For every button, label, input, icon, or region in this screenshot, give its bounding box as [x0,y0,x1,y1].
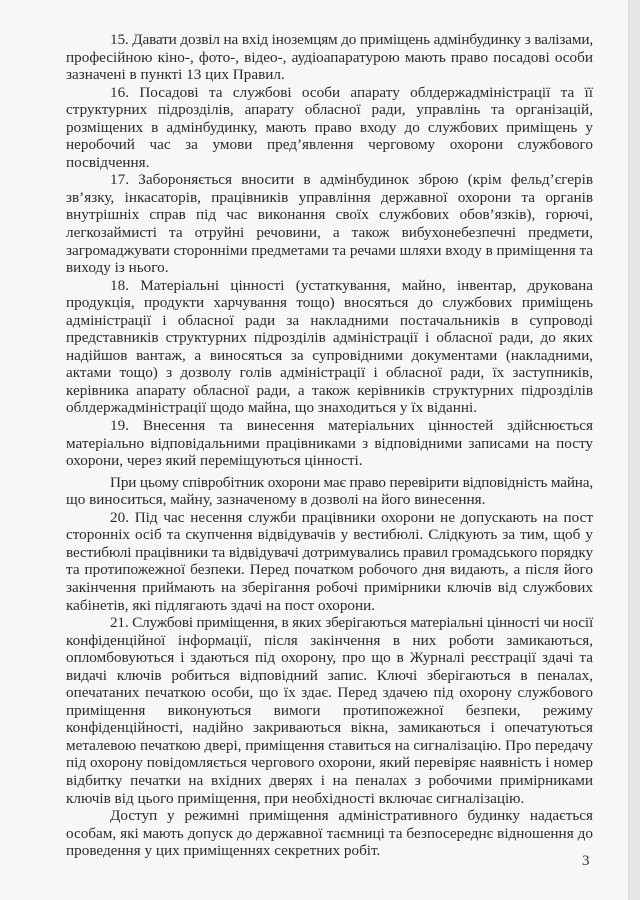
text-line: ключів від цього приміщення, при необхідності включає сигналізацію. [66,789,525,807]
text-line: Доступ у режимні приміщення адміністративного будинку надається [110,807,593,825]
text-line: охорони, через який переміщуються цінності. [66,452,363,470]
document-body [66,31,593,860]
text-line: професійною кіно-, фото-, відео-, аудіоапаратурою мають право посадові особи [66,48,593,66]
text-line: кабінетів, які підлягають здачі на пост охорони. [66,596,376,614]
paragraph-p15 [66,31,593,84]
text-line: конфіденційності, надійно закриваються вікна, замикаються і опечатуються [66,719,593,737]
text-line: металевою печаткою двері, приміщення ставиться на сигналізацію. Про передачу [66,736,593,754]
paragraph-p17 [66,171,593,276]
text-line: внутрішніх справ під час виконання своїх службових обов’язків), горючі, [66,206,593,224]
text-line: актами тощо) з дозволу голів адміністрації і обласної ради, їх заступників, [66,364,593,382]
text-line: неробочий час за умови пред’явлення черговому охорони службового [66,136,593,154]
text-line: опечатаних печаткою особи, що їх здає. Перед здачею під охорону службового [66,684,593,702]
text-line: продукція, продукти харчування тощо) вносяться до службових приміщень [66,294,593,312]
text-line: особам, які мають допуск до державної таємниці та безпосереднє відношення до [66,824,593,842]
paragraph-p19 [66,417,593,470]
text-line: посвідчення. [66,153,150,171]
text-line: опломбовуються і здаються під охорону, про що в Журналі реєстрації здачі та [66,649,593,667]
text-line: конфіденційної інформації, після закінчення в них роботи замикаються, [66,631,593,649]
text-line: сторонніх осіб та скупчення відвідувачів у вестибюлі. Слідкують за тим, щоб у [66,526,593,544]
paragraph-p19b [66,474,593,509]
text-line: 20. Під час несення служби працівники охорони не допускають на пост [110,508,593,526]
text-line: закінчення приймають на зберігання робочі примірники ключів від службових [66,578,593,596]
text-line: 21. Службові приміщення, в яких зберігаються матеріальні цінності чи носії [110,614,593,632]
text-line: що виноситься, майну, зазначеному в дозволі на його винесення. [66,491,486,509]
text-line: структурних підрозділів, апарату обласної ради, управлінь та організацій, [66,101,593,119]
text-line: та протипожежної безпеки. Перед початком робочого дня видають, а після його [66,561,593,579]
paragraph-p18 [66,277,593,417]
text-line: 15. Давати дозвіл на вхід іноземцям до приміщень адмінбудинку з валізами, [110,31,593,48]
text-line: 17. Забороняється вносити в адмінбудинок зброю (крім фельд’єгерів [110,171,593,189]
text-line: зв’язку, інкасаторів, працівників управління державної охорони та органів [66,188,593,206]
paragraph-p16 [66,84,593,172]
page-number: 3 [582,853,590,869]
text-line: виходу із нього. [66,259,169,277]
scan-edge [628,0,640,900]
paragraph-p22 [66,807,593,860]
text-line: зазначені в пункті 13 цих Правил. [66,66,285,84]
paragraph-p20 [66,509,593,614]
text-line: керівника апарату обласної ради, а також керівників структурних підрозділів [66,381,593,399]
text-line: облдержадміністрації щодо майна, що знаходиться у їх віданні. [66,399,477,417]
text-line: проведення у цих приміщеннях секретних робіт. [66,842,381,860]
paragraph-p21 [66,614,593,807]
text-line: розміщених в адмінбудинку, мають право входу до службових приміщень у [66,118,593,136]
text-line: 18. Матеріальні цінності (устаткування, майно, інвентар, друкована [110,276,593,294]
text-line: адміністрації і обласної ради за накладними постачальників в супроводі [66,311,593,329]
text-line: під охорону повідомляється чергового охорони, який перевіряє наявність і номер [66,754,593,772]
text-line: 19. Внесення та винесення матеріальних цінностей здійснюється [110,417,593,435]
text-line: представників структурних підрозділів адміністрації і обласної ради, до яких [66,329,593,347]
text-line: легкозаймисті та отруйні речовини, а також вибухонебезпечні предмети, [66,224,593,242]
text-line: приміщення виконуються вимоги протипожежної безпеки, режиму [66,701,593,719]
text-line: вестибюлі працівники та відвідувачі дотримувались правил громадського порядку [66,543,593,561]
text-line: загромаджувати сторонніми предметами та речами шляхи входу в приміщення та [66,241,593,259]
text-line: 16. Посадові та службові особи апарату облдержадміністрації та її [110,83,593,101]
text-line: видачі ключів робиться відповідний запис. Ключі зберігаються в пеналах, [66,666,593,684]
text-line: При цьому співробітник охорони має право перевірити відповідність майна, [110,473,593,491]
text-line: надійшов вантаж, а виносяться за супровідними документами (накладними, [66,346,593,364]
text-line: відбитку печатки на вхідних дверях і на пеналах з робочими примірниками [66,771,593,789]
text-line: матеріально відповідальними працівниками з відповідними записами на посту [66,434,593,452]
